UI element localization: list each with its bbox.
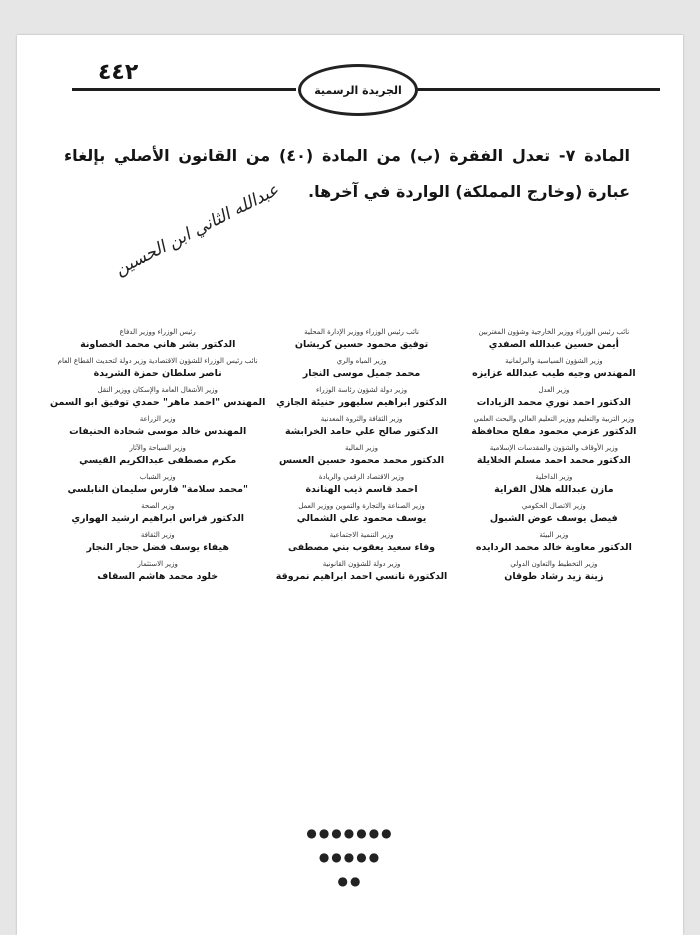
minister-entry [265,386,457,410]
minister-title: وزير الأشغال العامة والإسكان ووزير النقل [97,386,218,394]
header-rule-left [72,88,296,91]
minister-entry [265,357,457,381]
minister-entry [265,502,457,526]
minister-entry [458,560,650,584]
minister-entry [50,531,265,555]
minister-name: الدكتور محمد احمد مسلم الخلايلة [476,455,631,466]
minister-title: وزير الاقتصاد الرقمي والريادة [318,473,405,481]
minister-title: وزير البيئة [539,531,569,539]
minister-title: وزير الثقافة [140,531,175,539]
minister-name: مازن عبدالله هلال الفراية [494,484,614,495]
minister-name: المهندس "احمد ماهر" حمدي توفيق ابو السمن [50,397,266,408]
royal-signature: عبدالله الثاني ابن الحسين [112,179,283,280]
minister-name: فيصل يوسف عوض الشبول [489,513,618,524]
gazette-title-oval [298,64,418,116]
minister-title: وزير المالية [345,444,379,452]
minister-title: وزير الاتصال الحكومي [521,502,586,510]
minister-name: توفيق محمود حسين كريشان [294,339,429,350]
minister-title: وزير التخطيط والتعاون الدولي [510,560,598,568]
minister-entry [50,444,265,468]
minister-name: الدكتور ابراهيم سليهور حنيئة الجازي [276,397,447,408]
page-number: ٤٤٢ [98,60,139,85]
article-text: المادة ٧- تعدل الفقرة (ب) من المادة (٤٠) من القانون الأصلي بإلغاء عبارة (وخارج المملكة) الواردة في آخرها. [64,146,631,201]
minister-name: خلود محمد هاشم السقاف [97,571,219,582]
minister-name: مكرم مصطفى عبدالكريم القيسي [79,455,237,466]
minister-title: وزير المياه والري [336,357,387,365]
minister-entry [458,444,650,468]
minister-name: "محمد سلامة" فارس سليمان النابلسي [67,484,248,495]
minister-title: وزير الاستثمار [137,560,178,568]
minister-entry [265,444,457,468]
minister-entry [50,386,265,410]
minister-name: الدكتور احمد نوري محمد الزيادات [476,397,631,408]
minister-title: نائب رئيس الوزراء للشؤون الاقتصادية وزير دولة لتحديث القطاع العام [57,357,258,365]
minister-entry [458,328,650,352]
minister-title: نائب رئيس الوزراء ووزير الخارجية وشؤون المغتربين [478,328,630,336]
minister-name: الدكتور صالح علي حامد الخرابشة [284,426,439,437]
minister-name: يوسف محمود علي الشمالي [296,513,427,524]
minister-entry [265,560,457,584]
minister-name: الدكتور معاوية خالد محمد الردايده [475,542,632,553]
minister-entry [50,502,265,526]
minister-entry [50,473,265,497]
minister-entry [265,473,457,497]
minister-entry [50,560,265,584]
minister-title: وزير الصناعة والتجارة والتموين ووزير العمل [298,502,425,510]
ministers-signature-grid [50,328,650,584]
minister-title: رئيس الوزراء ووزير الدفاع [119,328,196,336]
minister-title: وزير التربية والتعليم ووزير التعليم العالي والبحث العلمي [473,415,635,423]
minister-entry [458,415,650,439]
minister-name: المهندس خالد موسى شحادة الحنيفات [69,426,247,437]
header-rule-right [414,88,660,91]
gazette-title: الجريدة الرسمية [314,83,402,97]
minister-title: وزير الثقافة والثروة المعدنية [320,415,403,423]
ornament-row-2: ●●●●● [318,850,382,864]
minister-title: وزير السياحة والآثار [129,444,186,452]
minister-name: احمد قاسم ذيب الهناندة [305,484,418,495]
minister-entry [265,415,457,439]
minister-name: محمد جميل موسى النجار [302,368,421,379]
minister-title: وزير الأوقاف والشؤون والمقدسات الإسلامية [489,444,618,452]
minister-name: هيفاء يوسف فضل حجار النجار [86,542,229,553]
minister-entry [458,502,650,526]
minister-title: وزير دولة للشؤون القانونية [322,560,401,568]
minister-title: وزير دولة لشؤون رئاسة الوزراء [315,386,408,394]
minister-name: أيمن حسين عبدالله الصفدي [488,339,619,350]
minister-title: وزير الداخلية [535,473,573,481]
minister-name: الدكتور محمد محمود حسين العسس [278,455,445,466]
minister-name: ناصر سلطان حمزة الشريدة [93,368,222,379]
minister-entry [265,328,457,352]
minister-title: وزير العدل [538,386,570,394]
minister-entry [458,473,650,497]
minister-entry [50,415,265,439]
minister-name: المهندس وجيه طيب عبدالله عزايزه [472,368,636,379]
minister-name: الدكتور بشر هاني محمد الخصاونة [80,339,236,350]
minister-title: نائب رئيس الوزراء ووزير الإدارة المحلية [304,328,419,336]
minister-entry [458,386,650,410]
minister-title: وزير الشؤون السياسية والبرلمانية [505,357,603,365]
minister-name: وفاء سعيد يعقوب بني مصطفى [287,542,436,553]
minister-entry [458,531,650,555]
minister-name: الدكتور فراس ابراهيم ارشيد الهواري [71,513,245,524]
minister-title: وزير الصحة [141,502,175,510]
minister-title: وزير التنمية الاجتماعية [329,531,394,539]
minister-entry [458,357,650,381]
minister-entry [50,328,265,352]
minister-title: وزير الزراعة [139,415,176,423]
minister-entry [50,357,265,381]
minister-name: الدكتورة نانسي احمد ابراهيم نمروقة [275,571,448,582]
minister-entry [265,531,457,555]
ornament-row-3: ●● [337,874,363,888]
ornament-row-1: ●●●●●●● [306,826,394,840]
minister-name: زينة زيد رشاد طوقان [504,571,604,582]
minister-name: الدكتور عزمي محمود مفلح محافظة [471,426,637,437]
minister-title: وزير الشباب [139,473,176,481]
